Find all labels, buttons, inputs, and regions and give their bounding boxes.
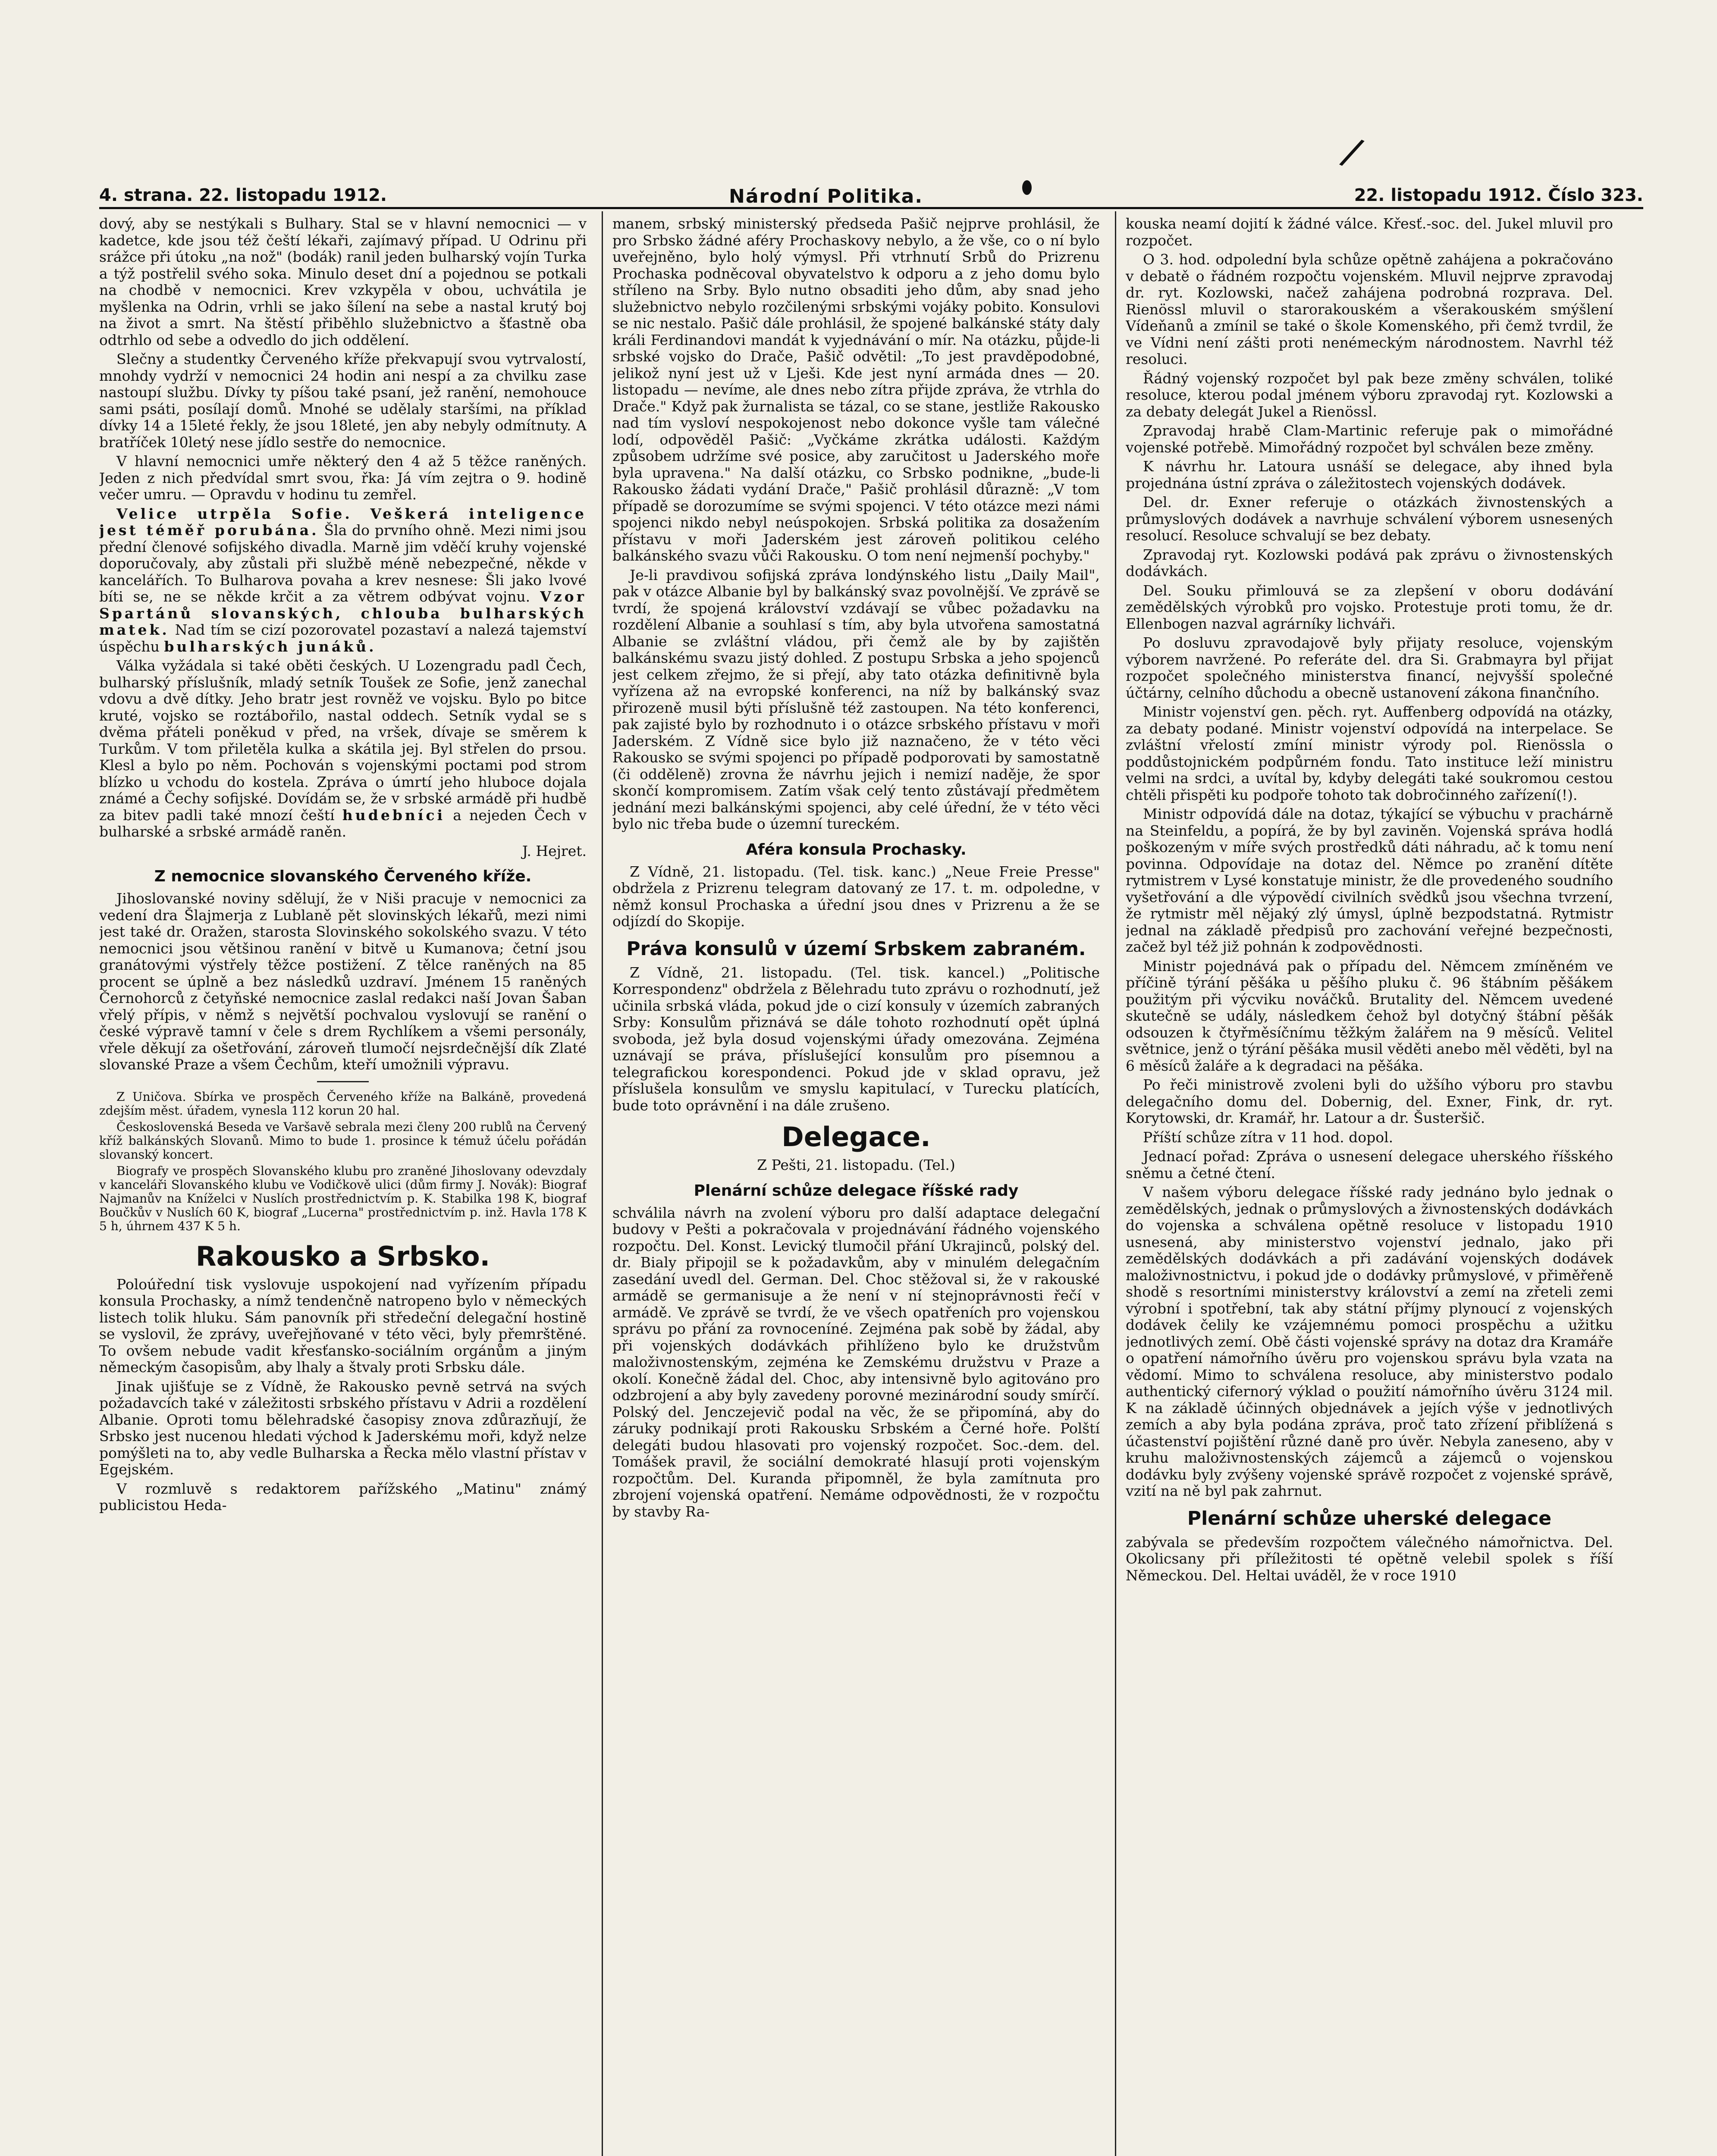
paragraph: K návrhu hr. Latoura usnáší se delegace, aby ihned byla projednána ústní zpráva o záležitostech vojenských dodávek.	[1126, 458, 1613, 492]
paragraph: Zpravodaj hrabě Clam-Martinic referuje pak o mimořádné vojenské potřebě. Mimořádný rozpočet byl schválen beze změny.	[1126, 422, 1613, 456]
headline: Plenární schůze delegace říšské rady	[694, 1181, 1019, 1200]
headline: Práva konsulů v území Srbskem zabraném.	[626, 937, 1086, 960]
paragraph: zabývala se především rozpočtem válečného námořnictva. Del. Okolicsany při příležitosti té opětně velebil spolek s říší Německou. Del. Heltai uváděl, že v roce 1910	[1126, 1533, 1613, 1584]
news-item: Z Uničova. Sbírka ve prospěch Červeného kříže na Balkáně, provedená zdejším měst. úřadem, vynesla 112 korun 20 hal.	[99, 1089, 587, 1118]
paragraph: manem, srbský ministerský předseda Pašič nejprve prohlásil, že pro Srbsko žádné aféry Prochaskovy nebylo, a že vše, co o ní bylo uveřejněno, bylo holý výmysl. Při vtrhnutí Srbů do Prizrenu Prochaska podněcoval obyvatelstvo k odporu a z jeho domu bylo stříleno na Srby. Bylo nutno obsaditi jeho dům, aby snad jeho služebnictvo nebylo rozčilenými srbskými vojáky pobito. Konsulovi se nic nestalo. Pašič dále prohlásil, že spojené balkánské státy daly králi Ferdinandovi mandát k vyjednávání o mír. Na otázku, půjde-li srbské vojsko do Drače, Pašič odvětil: „To jest pravděpodobné, jelikož nyní jest už v Lješi. Kde jest nyní armáda dnes — 20. listopadu — nevíme, ale dnes nebo zítra přijde zpráva, že vtrhla do Drače." Když pak žurnalista se tázal, co se stane, jestliže Rakousko nad tím vysloví nespokojenost nebo dokonce vyšle tam válečné lodí, odpověděl Pašič: „Vyčkáme zkrátka události. Každým způsobem udržíme své posice, aby zaručitost u Jaderského moře byla upravena." Na další otázku, co Srbsko podnikne, „bude-li Rakousko žádati vydání Drače," Pašič prohlásil důrazně: „V tom případě se dorozumíme se svými spojenci. V této otázce mezi námi spojenci nikdo nebyl neúspokojen. Srbská politika za dosažením přístavu v moři Jaderském jest zároveň politikou celého balkánského svazu vůči Rakousku. O tom není nejmenší pochyby."	[612, 216, 1100, 564]
paragraph: Je-li pravdivou sofijská zpráva londýnského listu „Daily Mail", pak v otázce Albanie byl by balkánský svaz povolnější. Ve zprávě se tvrdí, že spojená království vzdávají se vůbec požadavku na rozdělení Albanie a souhlasí s tím, aby byla utvořena samostatná Albanie se zvláštní vládou, při čemž ale by by zajištěn balkánskému svazu jistý dohled. Z postupu Srbska a jeho spojenců jest celkem zřejmo, že si přejí, aby tato otázka definitivně byla vyřízena až na evropské konferenci, na níž by balkánský svaz přirozeně musil býti příslušně též zastoupen. Na této konferenci, pak zajisté bylo by rozhodnuto i o otázce srbského přístavu v moři Jaderském. Z Vídně sice bylo již naznačeno, že v této věci Rakousko se svými spojenci po případě podporovati by samostatně (či odděleně) zrovna že návrhu jejich i nemizí naděje, že spor skončí kompromisem. Zatím však celý tento zůstávají předmětem jednání mezi balkánskými spojenci, aby celé úřední, že v této věci bylo nic třeba bude o územní tureckém.	[612, 566, 1100, 832]
dateline: Z Pešti, 21. listopadu. (Tel.)	[757, 1156, 955, 1173]
paragraph	[99, 506, 587, 655]
section-title: Delegace.	[782, 1121, 931, 1153]
page-header	[99, 181, 1643, 207]
paragraph: Řádný vojenský rozpočet byl pak beze změny schválen, toliké resoluce, kterou podal jménem výboru zpravodaj ryt. Kozlowski a za debaty delegát Jukel a Rienössl.	[1126, 370, 1613, 420]
news-item: Biografy ve prospěch Slovanského klubu pro zraněné Jihoslovany odevzdaly v kanceláři Slovanského klubu ve Vodičkově ulici (dům firmy J. Novák): Biograf Najmanův na Kníželci v Nuslích prostřednictvím p. K. Stabilka 198 K, biograf Boučkův v Nuslích 60 K, biograf „Lucerna" prostřednictvím p. inž. Havla 178 K 5 h, úhrnem 437 K 5 h.	[99, 1163, 587, 1233]
paragraph: Jihoslovanské noviny sdělují, že v Niši pracuje v nemocnici za vedení dra Šlajmerja z Lublaně pět slovinských lékařů, mezi nimi jest také dr. Oražen, starosta Slovinského sokolského svazu. V této nemocnici jsou většinou ranění v bitvě u Kumanova; četní jsou granátovými výstřely těžce postižení. Z tělce raněných na 85 procent se úplně a bez následků uzdraví. Jménem 15 raněných Černohorců z četyňské nemocnice zaslal redakci naší Jovan Šaban vřelý přípis, v němž s největší pochvalou vyslovují se ranění o české výpravě tamní v čele s drem Rychlíkem a všemi personály, vřele děkují za ošetřování, zároveň tlumočí nejsrdečnější dík Zlaté slovanské Praze a všem Čechům, kteří umožnili výpravu.	[99, 890, 587, 1073]
paragraph: Del. dr. Exner referuje o otázkách živnostenských a průmyslových dodávek a navrhuje schválení výborem usnesených resolucí. Resoluce schvalují se bez debaty.	[1126, 494, 1613, 544]
signature: J. Hejret.	[522, 842, 587, 859]
text: Šla do prvního ohně. Mezi nimi jsou přední členové sofijského divadla. Marně jim vděčí kruhy vojenské doporučovaly, aby zůstali při službě méně nebezpečné, někde v kancelářích. To Bulharova povaha a krev nesnese: Šli jako lvové bíti se, ne se někde krčit a za větrem odbývat vojnu.	[99, 522, 587, 605]
divider	[317, 1081, 369, 1082]
emphasis: bulharských junáků.	[164, 638, 377, 655]
paragraph: Po řeči ministrově zvoleni byli do užšího výboru pro stavbu delegačního domu del. Dobernig, del. Exner, Fink, dr. ryt. Korytowski, dr. Kramář, hr. Latour a dr. Šusteršič.	[1126, 1076, 1613, 1126]
paragraph: Z Vídně, 21. listopadu. (Tel. tisk. kancel.) „Politische Korrespondenz" obdržela z Bělehradu tuto zprávu o rozhodnutí, jež učinila srbská vláda, pokud jde o cizí konsuly v územích zabraných Srby: Konsulům přiznává se dále tohoto rozhodnutí opět úplná svoboda, jež byla dosud vojenskými úřady omezována. Zejména uznávají se práva, příslušející konsulům pro písemnou a telegrafickou korespondenci. Pokud jde v sklad opravu, jež příslušela konsulům ve smyslu kapitulací, v Turecku platících, bude toto oprávnění i na dále zrušeno.	[612, 964, 1100, 1114]
paragraph: Del. Souku přimlouvá se za zlepšení v oboru dodávání zemědělských výrobků pro vojsko. Protestuje proti tomu, že dr. Ellenbogen nazval agrárníky lichváři.	[1126, 582, 1613, 632]
paragraph: Po dosluvu zpravodajově byly přijaty resoluce, vojenským výborem navržené. Po referáte del. dra Si. Grabmayra byl přijat rozpočet společného ministerstva financí, nejvyšší společné účtárny, celního důchodu a obecně ustanovení zákona finančního.	[1126, 634, 1613, 701]
headline: Rakousko a Srbsko.	[195, 1240, 490, 1272]
paragraph: V hlavní nemocnici umře některý den 4 až 5 těžce raněných. Jeden z nich předvídal smrt svou, řka: Já vím zejtra o 9. hodině večer umru. — Opravdu v hodinu tu zemřel.	[99, 453, 587, 503]
paragraph	[99, 658, 587, 840]
header-right: 22. listopadu 1912. Číslo 323.	[1354, 185, 1643, 205]
headline: Z nemocnice slovanského Červeného kříže.	[154, 868, 532, 885]
headline: Aféra konsula Prochasky.	[746, 840, 967, 859]
paragraph: Jednací pořad: Zpráva o usnesení delegace uherského říšského sněmu a četné čtení.	[1126, 1148, 1613, 1181]
paragraph: schválila návrh na zvolení výboru pro další adaptace delegační budovy v Pešti a pokračovala v projednávání řádného vojenského rozpočtu. Del. Konst. Levický tlumočil přání Ukrajinců, polský del. dr. Bialy připojil se k požadavkům, aby v minulém delegačním zasedání uvedl del. German. Del. Choc stěžoval si, že v rakouské armádě se germanisuje a že není v ní stejnoprávnosti řečí v armádě. Ve zprávě se tvrdí, že ve všech opatřeních pro vojenskou správu po přání za rovnoceníné. Zejména pak sobě by žádal, aby při vojenských dodávkách přihlíženo bylo ke družstvům maloživnostenským, zejména ke Zemskému družstvu v Praze a okolí. Konečně žádal del. Choc, aby intensivně bylo agitováno pro odzbrojení a aby byly zavedeny porovné mezinárodní soudy smírčí. Polský del. Jenczejevič podal na věc, že se připomíná, aby do záruky podnikají proti Rakousku Srbském a Černé hoře. Polští delegáti budou hlasovati pro vojenský rozpočet. Soc.-dem. del. Tomášek pravil, že sociální demokraté hlasují proti vojenským rozpočtům. Del. Kuranda připomněl, že byla zamítnuta pro zbrojení vojenská opatření. Nemáme odpovědnosti, že v rozpočtu by stavby Ra-	[612, 1204, 1100, 1520]
emphasis: hudebníci	[342, 806, 446, 824]
paragraph: Slečny a studentky Červeného kříže překvapují svou vytrvalostí, mnohdy vydrží v nemocnici 24 hodin ani nespí a za chvilku zase nastoupí službu. Dívky ty píšou také psaní, jež ranění, nemohouce sami psáti, posílají domů. Mnohé se udělaly staršími, na příklad dívky 14 a 15leté řekly, že jsou 18leté, jen aby nebyly odmítnuty. A bratříček 10letý nese jídlo sestře do nemocnice.	[99, 351, 587, 451]
paragraph: Zpravodaj ryt. Kozlowski podává pak zprávu o živnostenských dodávkách.	[1126, 546, 1613, 580]
pencil-mark: /	[1337, 128, 1368, 175]
paragraph: dový, aby se nestýkali s Bulhary. Stal se v hlavní nemocnici — v kadetce, kde jsou též čeští lékaři, zajímavý případ. U Odrinu při srážce při útoku „na nož" (bodák) ranil jeden bulharský vojín Turka a týž postřelil svého soka. Minulo deset dní a pojednou se potkali na chodbě v nemocnici. Krev vzkypěla v obou, uchvátila je myšlenka na Odrin, vrhli se jako šílení na sebe a nastal krutý boj na život a smrt. Na štěstí přiběhlo služebnictvo a šťastně oba odtrhlo od sebe a odvedlo do jich oddělení.	[99, 216, 587, 348]
news-item: Československá Beseda ve Varšavě sebrala mezi členy 200 rublů na Červený kříž balkánských Slovanů. Mimo to bude 1. prosince k témuž účelu pořádán slovanský koncert.	[99, 1119, 587, 1162]
headline: Plenární schůze uherské delegace	[1187, 1507, 1552, 1529]
column-3	[1126, 216, 1613, 2156]
column-2	[612, 216, 1100, 2156]
newspaper-title: Národní Politika.	[729, 185, 923, 207]
ink-spot	[1022, 180, 1032, 195]
paragraph: O 3. hod. odpolední byla schůze opětně zahájena a pokračováno v debatě o řádném rozpočtu vojenském. Mluvil nejprve zpravodaj dr. ryt. Kozlowski, načež zahájena podrobná rozprava. Del. Rienössl mluvil o starorakouském a všerakouském smýšlení Vídeňanů a zmínil se také o škole Komenského, při čemž tvrdil, že ve Vídni není zášti proti nenémeckým národnostem. Navrhl též resoluci.	[1126, 251, 1613, 367]
paragraph: Příští schůze zítra v 11 hod. dopol.	[1143, 1128, 1394, 1146]
column-divider	[602, 211, 603, 2156]
header-rule	[99, 207, 1643, 209]
emphasis: Vzor Spartánů slovanských, chlouba bulharských matek.	[99, 588, 587, 638]
paragraph: Jinak ujišťuje se z Vídně, že Rakousko pevně setrvá na svých požadavcích také v záležitosti srbského přístavu v Adrii a rozdělení Albanie. Oproti tomu bělehradské časopisy znova zdůrazňují, že Srbsko jest nucenou hledati východ k Jaderskému moři, když nelze pomýšleti na to, aby vedle Bulharska a Řecka mělo vlastní přístav v Egejském.	[99, 1378, 587, 1478]
paragraph: Ministr vojenství gen. pěch. ryt. Auffenberg odpovídá na otázky, za debaty podané. Ministr vojenství odpovídá na interpelace. Se zvláštní vřelostí zmíní ministr výrody pol. Rienössla o poddůstojnickém podpůrném fondu. Tato instituce leží ministru velmi na srdci, a uvítal by, kdyby delegáti také soukromou cestou chtěli přispěti ku podpoře tohoto tak dobročinného zařízení(!).	[1126, 703, 1613, 803]
paragraph: V našem výboru delegace říšské rady jednáno bylo jednak o zemědělských, jednak o průmyslových a živnostenských dodávkách do vojenska a schválena opětně resoluce v listopadu 1910 usnesená, aby ministerstvo vojenství jednalo, jako při zemědělských dodávkách a při zadávání vojenských dodávek maloživnostnictvu, i pokud jde o dodávky průmyslové, v přiměřeně shodě s resortními ministerstvy království a zemí na zřeteli zemi výrobní i spotřební, tak aby státní příjmy plynoucí z vojenských dodávek čelily ke vzájemnému pomoci prospěchu a užitku jednotlivých zemí. Obě části vojenské správy na dotaz dra Kramáře o opatření námořního úvěru pro vojenskou správu byla vzata na vědomí. Mimo to schválena resoluce, aby ministerstvo podalo authentický cifernorý výklad o použití námořního úvěru 3124 mil. K na základě účinných objednávek a jejích výše v jednotlivých zemích a aby byla podána zpráva, proč tato zřízení přiblížená s účastenství pojištění různé daně pro úvěr. Nebyla zaneseno, aby v kruhu maloživnostenských zájemců a zájemců o vojenskou dodávku byly zvýšeny vojenské správě rozpočet z vojenské správě, vzití na ně byl pak zahrnut.	[1126, 1184, 1613, 1499]
text: Válka vyžádala si také oběti českých. U Lozengradu padl Čech, bulharský příslušník, mladý setník Toušek ze Sofie, jenž zanechal vdovu a dvě dítky. Jeho bratr jest rovněž ve vojsku. Bylo po bitce kruté, vojsko se roztábořilo, nastal oddech. Setník vydal se s dvěma přáteli poněkud v před, na vršek, dívaje se směrem k Turkům. V tom přiletěla kulka a skátila jej. Byl střelen do prsou. Klesl a bylo po něm. Pochován s vojenskými poctami pod strom blízko u vchodu do kostela. Zpráva o úmrtí jeho hluboce dojala známé a Čechy sofijské. Dovídám se, že v srbské armádě při hudbě za bitev padli také mnozí čeští	[99, 657, 587, 824]
emphasis: Velice utrpěla Sofie. Veškerá inteligence jest téměř porubána.	[99, 505, 587, 539]
column-divider	[1115, 211, 1116, 2156]
header-left: 4. strana. 22. listopadu 1912.	[99, 185, 387, 205]
text: Nad tím se cizí pozorovatel pozastaví a nalezá tajemství úspěchu	[99, 621, 587, 655]
paragraph: Ministr odpovídá dále na dotaz, týkající se výbuchu v prachárně na Steinfeldu, a popírá, že by byl zaviněn. Vojenská správa hodlá poškozeným v míře svých prostředků dáti náhradu, ač k tomu není povinna. Odpovídaje na dotaz del. Němce po zranění dítěte rytmistrem v Lysé konstatuje ministr, že dle provedeného soudního vyšetřování a dle výpovědí civilních svědků jsou všechna tvrzení, že rytmistr měl nějaký zlý úmysl, úplně bezpodstatná. Rytmistr jednal na základě předpisů pro zachování veřejné bezpečnosti, začež byl též již pohnán k zodpovědnosti.	[1126, 805, 1613, 955]
paragraph: Z Vídně, 21. listopadu. (Tel. tisk. kanc.) „Neue Freie Presse" obdržela z Prizrenu telegram datovaný ze 17. t. m. odpoledne, v němž konsul Prochaska a úřední jsou dnes v Prizrenu a že se odjízdí do Skopije.	[612, 863, 1100, 930]
paragraph: V rozmluvě s redaktorem pařížského „Matinu" známý publicistou Heda-	[99, 1480, 587, 1514]
text: a nejeden Čech v bulharské a srbské armádě raněn.	[99, 806, 587, 840]
paragraph: kouska neamí dojití k žádné válce. Křesť.-soc. del. Jukel mluvil pro rozpočet.	[1126, 216, 1613, 249]
column-1	[99, 216, 587, 2156]
paragraph: Poloúřední tisk vyslovuje uspokojení nad vyřízením případu konsula Prochasky, a nímž tendenčně natropeno bylo v německých listech tolik hluku. Sám panovník při středeční delegační hostině se vyslovil, že zprávy, uveřejňované v této věci, byly přemrštěné. To ovšem nebude vadit křesťansko-sociálním orgánům a jiným německým časopisům, aby lhaly a štvaly proti Srbsku dále.	[99, 1275, 587, 1376]
paragraph: Ministr pojednává pak o případu del. Němcem zmíněném ve příčině týrání pěšáka u pěšího pluku č. 96 štábním pěšákem použitým při výcviku nováčků. Brutality del. Němcem uvedené skutečně se udály, následkem čehož byl dotyčný štábní pěšák odsouzen k čtyřměsíčnímu těžkým žalářem na 9 měsíců. Velitel světnice, jenž o týrání pěšáka musil věděti anebo měl věděti, byl na 6 měsíců žaláře a k degradaci na pěšáka.	[1126, 957, 1613, 1074]
